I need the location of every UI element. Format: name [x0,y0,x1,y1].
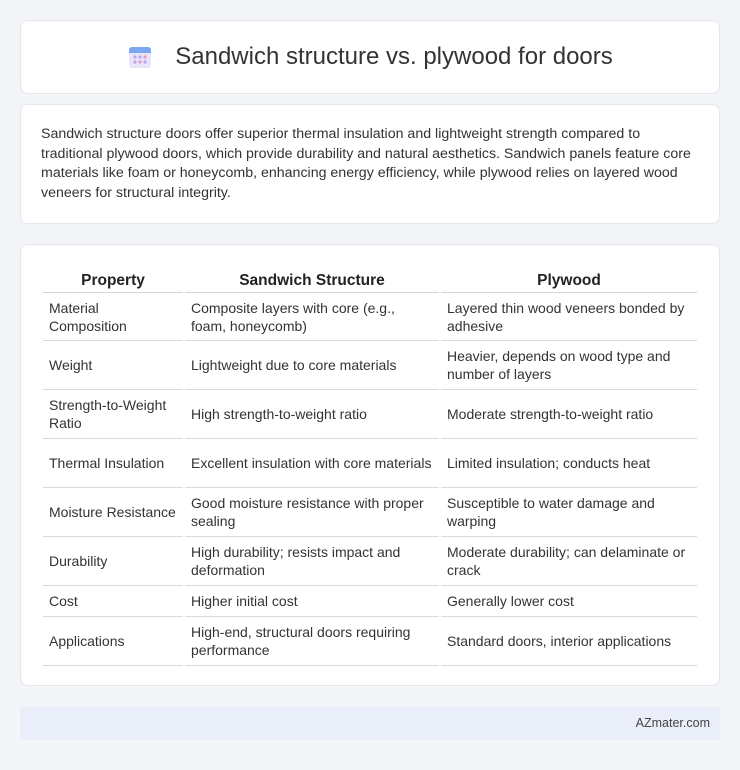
table-row [43,617,697,666]
header-plywood: Plywood [441,265,697,293]
table-row [43,537,697,586]
header-property: Property [43,265,183,293]
calendar-grid-icon [127,44,153,70]
cell-plywood: Moderate strength-to-weight ratio [441,390,697,439]
cell-property: Applications [43,617,183,666]
cell-plywood: Standard doors, interior applications [441,617,697,666]
cell-property: Strength-to-Weight Ratio [43,390,183,439]
intro-paragraph: Sandwich structure doors offer superior thermal insulation and lightweight strength compared to traditional plywood doors, which provide durability and natural aesthetics. Sandwich panels feature core materials like foam or honeycomb, enhancing energy efficiency, while plywood relies on layered wood veneers for structural integrity. [41,126,691,201]
cell-plywood: Layered thin wood veneers bonded by adhesive [441,293,697,341]
cell-property: Material Composition [43,293,183,341]
cell-plywood: Generally lower cost [441,586,697,617]
cell-sandwich: High strength-to-weight ratio [185,390,439,439]
table-row [43,293,697,341]
cell-sandwich: Excellent insulation with core materials [185,439,439,488]
table-row [43,586,697,617]
cell-plywood: Moderate durability; can delaminate or crack [441,537,697,586]
cell-sandwich: High durability; resists impact and deformation [185,537,439,586]
cell-property: Moisture Resistance [43,488,183,537]
cell-plywood: Susceptible to water damage and warping [441,488,697,537]
table-row [43,341,697,390]
table-row [43,488,697,537]
cell-sandwich: Lightweight due to core materials [185,341,439,390]
title-card [20,20,720,94]
table-row [43,390,697,439]
cell-plywood: Heavier, depends on wood type and number of layers [441,341,697,390]
cell-property: Thermal Insulation [43,439,183,488]
table-header-row [43,265,697,293]
comparison-table [41,265,699,666]
table-row [43,439,697,488]
cell-sandwich: Composite layers with core (e.g., foam, honeycomb) [185,293,439,341]
cell-plywood: Limited insulation; conducts heat [441,439,697,488]
cell-property: Durability [43,537,183,586]
cell-property: Cost [43,586,183,617]
cell-sandwich: Higher initial cost [185,586,439,617]
intro-card [20,104,720,224]
footer-site-link[interactable]: AZmater.com [635,716,710,730]
header-sandwich: Sandwich Structure [185,265,439,293]
comparison-card [20,244,720,686]
cell-sandwich: High-end, structural doors requiring performance [185,617,439,666]
cell-sandwich: Good moisture resistance with proper sealing [185,488,439,537]
page-title: Sandwich structure vs. plywood for doors [175,43,613,70]
footer [20,706,720,740]
cell-property: Weight [43,341,183,390]
